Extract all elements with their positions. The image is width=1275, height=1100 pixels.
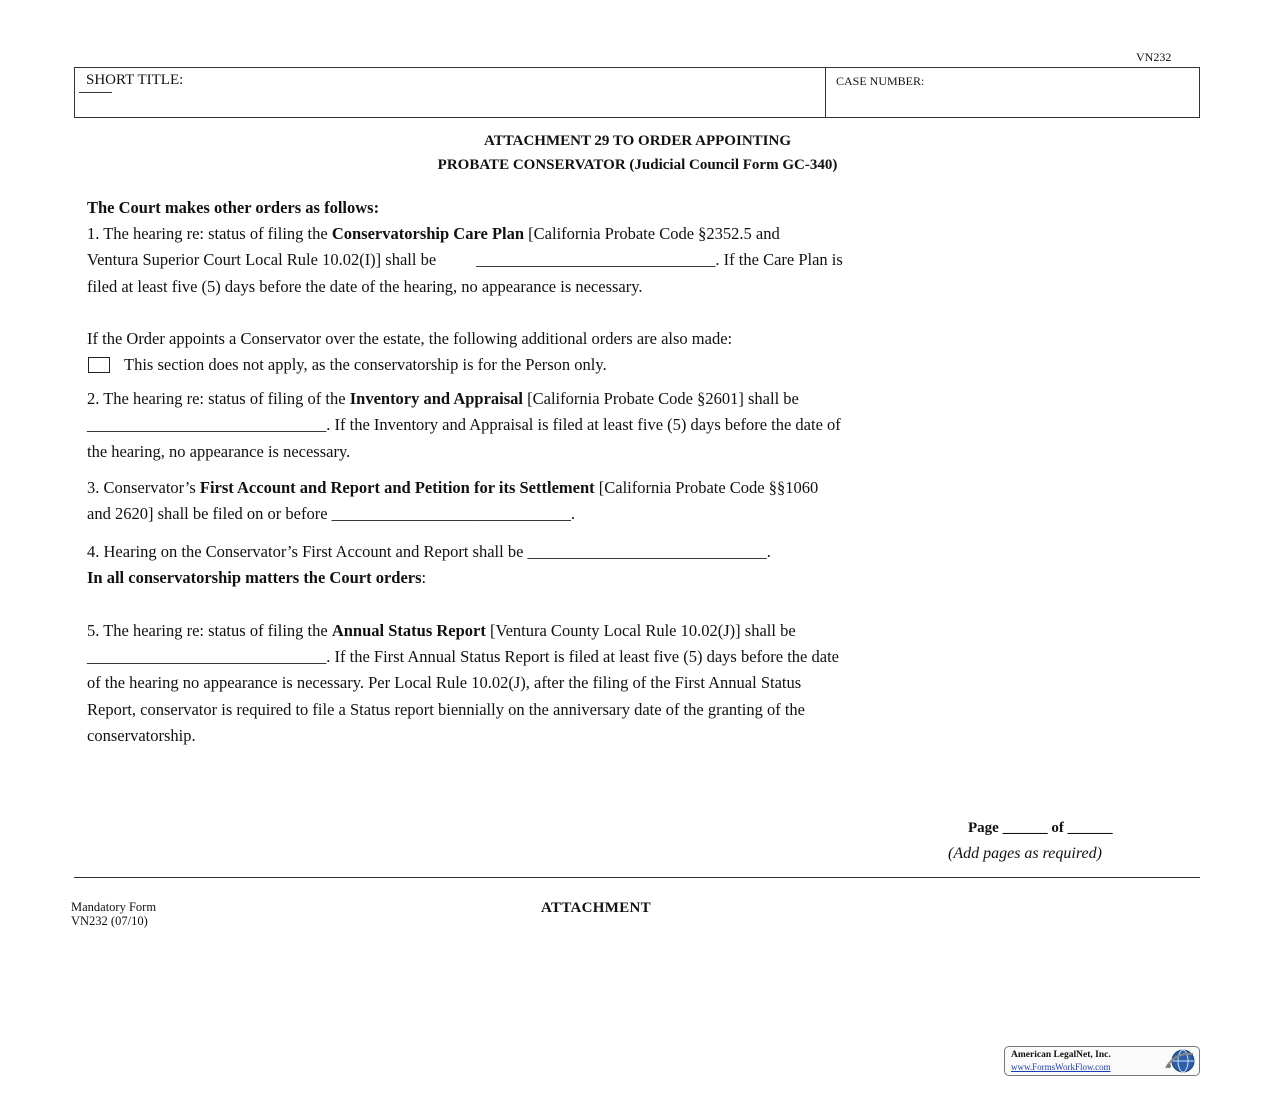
item-4-line: 4. Hearing on the Conservator’s First Account and Report shall be _____________________________.: [87, 542, 771, 561]
form-title-line-2: PROBATE CONSERVATOR (Judicial Council Form GC-340): [437, 157, 838, 173]
item-2-line-2: _____________________________. If the Inventory and Appraisal is filed at least five (5) days before the date of: [87, 415, 841, 434]
footer-form-info: [71, 900, 156, 928]
item-5-line-3: of the hearing no appearance is necessary. Per Local Rule 10.02(J), after the filing of the First Annual Status: [87, 673, 802, 692]
badge-url-link[interactable]: www.FormsWorkFlow.com: [1011, 1062, 1111, 1072]
item-1-line-3: filed at least five (5) days before the date of the hearing, no appearance is necessary.: [87, 277, 643, 296]
form-title-line-1: ATTACHMENT 29 TO ORDER APPOINTING: [484, 133, 791, 149]
item-1-bold: Conservatorship Care Plan: [331, 224, 525, 243]
item-1-line-1: [87, 224, 780, 244]
checkbox-label: This section does not apply, as the conservatorship is for the Person only.: [124, 355, 607, 374]
item-1-line-2-pre: Ventura Superior Court Local Rule 10.02(I)] shall be: [87, 250, 437, 269]
short-title-underline: [79, 92, 112, 93]
footer-rule: [74, 877, 1200, 878]
item-3-pre: 3. Conservator’s: [87, 478, 200, 497]
item-5-post: [Ventura County Local Rule 10.02(J)] shall be: [485, 621, 796, 640]
footer-attachment-label: ATTACHMENT: [541, 900, 651, 916]
badge-company-name: American LegalNet, Inc.: [1011, 1050, 1111, 1060]
item-3-bold: First Account and Report and Petition for its Settlement: [199, 478, 595, 497]
all-matters-line: [87, 568, 426, 588]
item-1-post: [California Probate Code §2352.5 and: [524, 224, 780, 243]
item-5-line-4: Report, conservator is required to file a Status report biennially on the anniversary date of the granting of the: [87, 700, 805, 719]
item-5-line-5: conservatorship.: [87, 726, 196, 745]
legalnet-badge[interactable]: [1004, 1046, 1200, 1076]
add-pages-note: (Add pages as required): [948, 845, 1102, 862]
page-number: Page ______ of ______: [968, 820, 1113, 836]
mandatory-form-text: Mandatory Form: [71, 900, 157, 914]
form-code-text: VN232 (07/10): [71, 914, 148, 928]
item-2-pre: 2. The hearing re: status of filing of the: [87, 389, 350, 408]
estate-intro: If the Order appoints a Conservator over the estate, the following additional orders are also made:: [87, 329, 733, 348]
globe-logo-icon: [1163, 1048, 1197, 1074]
intro-text: The Court makes other orders as follows:: [87, 198, 380, 217]
all-matters-post: :: [421, 568, 427, 587]
short-title-label: SHORT TITLE:: [86, 72, 184, 88]
item-1-line-2: [87, 250, 843, 270]
item-5-line-1: [87, 621, 796, 641]
all-matters-bold: In all conservatorship matters the Court orders: [87, 568, 422, 587]
case-number-label: CASE NUMBER:: [836, 74, 925, 88]
item-1-pre: 1. The hearing re: status of filing the: [87, 224, 332, 243]
header-box: [74, 67, 1200, 118]
item-3-post: [California Probate Code §§1060: [594, 478, 819, 497]
person-only-checkbox[interactable]: [88, 357, 110, 373]
item-5-bold: Annual Status Report: [331, 621, 486, 640]
form-id: VN232: [1136, 50, 1172, 64]
item-1-blank: _____________________________. If the Care Plan is: [476, 250, 843, 269]
item-2-bold: Inventory and Appraisal: [349, 389, 524, 408]
item-2-post: [California Probate Code §2601] shall be: [523, 389, 799, 408]
item-2-line-3: the hearing, no appearance is necessary.: [87, 442, 351, 461]
item-5-line-2: _____________________________. If the First Annual Status Report is filed at least five (5) days before the date: [87, 647, 839, 666]
item-3-line-1: [87, 478, 818, 498]
header-divider: [825, 68, 826, 117]
item-2-line-1: [87, 389, 799, 409]
item-3-line-2: and 2620] shall be filed on or before _____________________________.: [87, 504, 576, 523]
item-5-pre: 5. The hearing re: status of filing the: [87, 621, 332, 640]
